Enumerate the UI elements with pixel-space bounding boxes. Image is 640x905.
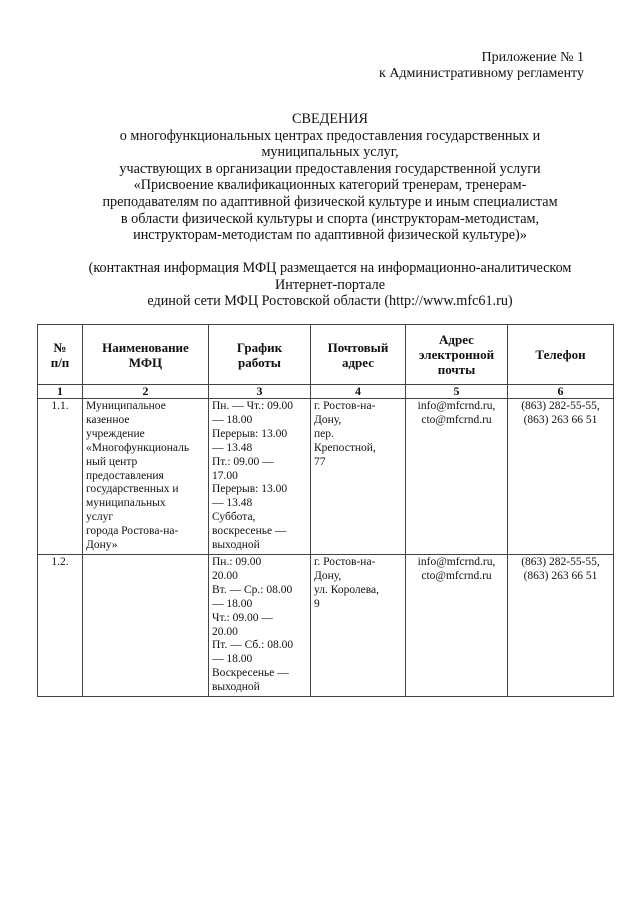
cell-phone-line: (863) 282-55-55, xyxy=(521,400,600,412)
document-title: СВЕДЕНИЯ xyxy=(292,111,368,127)
cell-phone-line: (863) 263 66 51 xyxy=(523,413,598,426)
cell-email-line: info@mfcrnd.ru, xyxy=(417,400,496,412)
cell-email-line: cto@mfcrnd.ru xyxy=(421,413,492,426)
cell-schedule-line: 17.00 xyxy=(212,469,238,482)
contact-line: единой сети МФЦ Ростовской области (http://www.mfc61.ru) xyxy=(147,293,513,310)
contact-note xyxy=(40,260,620,310)
cell-name-line: предоставления xyxy=(86,469,164,482)
cell-name-line: услуг xyxy=(86,511,114,524)
cell-schedule-line: — 18.00 xyxy=(212,413,253,426)
cell-schedule-line: — 13.48 xyxy=(212,441,253,454)
heading-line: «Присвоение квалификационных категорий тренерам, тренерам- xyxy=(133,177,527,194)
cell-email-line: cto@mfcrnd.ru xyxy=(421,569,492,582)
cell-name-line: Дону» xyxy=(86,539,118,552)
cell-address-line: ул. Королева, xyxy=(314,583,380,596)
column-number: 5 xyxy=(406,385,508,399)
header-schedule: График работы xyxy=(209,325,311,385)
cell-schedule-line: Суббота, xyxy=(212,511,256,524)
cell-schedule-line: Чт.: 09.00 — xyxy=(212,611,273,624)
cell-address-line: г. Ростов-на- xyxy=(314,555,376,568)
contact-line: (контактная информация МФЦ размещается на информационно-аналитическом xyxy=(88,260,572,276)
cell-number: 1.2. xyxy=(38,554,83,696)
cell-schedule xyxy=(209,399,311,555)
cell-name-line: ный центр xyxy=(86,455,138,468)
cell-schedule-line: Перерыв: 13.00 xyxy=(212,427,288,440)
cell-address-line: Дону, xyxy=(314,413,342,426)
cell-schedule-line: Перерыв: 13.00 xyxy=(212,483,288,496)
cell-email xyxy=(406,399,508,555)
document-heading xyxy=(40,111,620,244)
cell-schedule-line: Вт. — Ср.: 08.00 xyxy=(212,583,293,596)
column-number: 6 xyxy=(508,385,614,399)
header-number: № п/п xyxy=(38,325,83,385)
cell-email xyxy=(406,554,508,696)
header-phone: Телефон xyxy=(508,325,614,385)
cell-name-line: города Ростова-на- xyxy=(86,525,179,538)
cell-address-line: 9 xyxy=(314,597,320,610)
table-row xyxy=(38,554,614,696)
cell-name xyxy=(83,399,209,555)
cell-schedule xyxy=(209,554,311,696)
cell-address-line: Крепостной, xyxy=(314,441,376,454)
cell-name-line: учреждение xyxy=(86,427,145,440)
column-number: 3 xyxy=(209,385,311,399)
cell-phone xyxy=(508,399,614,555)
cell-schedule-line: Воскресенье — xyxy=(212,667,289,680)
heading-line: муниципальных услуг, xyxy=(261,144,399,161)
appendix-line-1: Приложение № 1 xyxy=(481,50,584,65)
column-number: 4 xyxy=(311,385,406,399)
cell-number: 1.1. xyxy=(38,399,83,555)
cell-schedule-line: 20.00 xyxy=(212,625,238,638)
table-header-row xyxy=(38,325,614,385)
appendix-note xyxy=(379,50,584,82)
cell-address-line: Дону, xyxy=(314,569,342,582)
cell-schedule-line: Пт. — Сб.: 08.00 xyxy=(212,639,294,652)
cell-phone-line: (863) 282-55-55, xyxy=(521,555,600,568)
cell-email-line: info@mfcrnd.ru, xyxy=(417,555,496,568)
header-name: Наименование МФЦ xyxy=(83,325,209,385)
cell-schedule-line: Пн.: 09.00 xyxy=(212,555,262,568)
cell-schedule-line: Пт.: 09.00 — xyxy=(212,455,274,468)
column-number-row xyxy=(38,385,614,399)
heading-line: в области физической культуры и спорта (инструкторам-методистам, xyxy=(120,210,540,227)
cell-name xyxy=(83,554,209,696)
cell-schedule-line: — 18.00 xyxy=(212,597,253,610)
cell-schedule-line: — 18.00 xyxy=(212,653,253,666)
column-number: 2 xyxy=(83,385,209,399)
cell-address xyxy=(311,399,406,555)
cell-phone xyxy=(508,554,614,696)
heading-line: участвующих в организации предоставления государственной услуги xyxy=(119,160,541,177)
cell-address-line: г. Ростов-на- xyxy=(314,400,376,412)
cell-schedule-line: выходной xyxy=(212,539,260,552)
header-address: Почтовый адрес xyxy=(311,325,406,385)
heading-line: о многофункциональных центрах предоставления государственных и xyxy=(119,127,541,144)
cell-address-line: 77 xyxy=(314,455,326,468)
cell-schedule-line: — 13.48 xyxy=(212,497,253,510)
cell-name-line: «Многофункциональ xyxy=(86,441,190,454)
header-email: Адрес электронной почты xyxy=(406,325,508,385)
table-row xyxy=(38,399,614,555)
cell-schedule-line: Пн. — Чт.: 09.00 xyxy=(212,400,294,412)
heading-line: преподавателям по адаптивной физической культуре и иным специалистам xyxy=(102,193,558,210)
cell-name-line: Муниципальное xyxy=(86,400,166,412)
appendix-line-2: к Административному регламенту xyxy=(379,66,584,81)
cell-name-line: государственных и xyxy=(86,483,179,496)
cell-address xyxy=(311,554,406,696)
column-number: 1 xyxy=(38,385,83,399)
heading-line: инструкторам-методистам по адаптивной физической культуре)» xyxy=(133,227,527,244)
cell-phone-line: (863) 263 66 51 xyxy=(523,569,598,582)
cell-name-line: муниципальных xyxy=(86,497,166,510)
mfc-table xyxy=(37,324,614,697)
table-body xyxy=(38,385,614,697)
cell-schedule-line: воскресенье — xyxy=(212,525,287,538)
cell-address-line: пер. xyxy=(314,427,334,440)
cell-schedule-line: 20.00 xyxy=(212,569,238,582)
cell-name-line: казенное xyxy=(86,413,130,426)
contact-line: Интернет-портале xyxy=(274,276,385,293)
cell-schedule-line: выходной xyxy=(212,681,260,694)
